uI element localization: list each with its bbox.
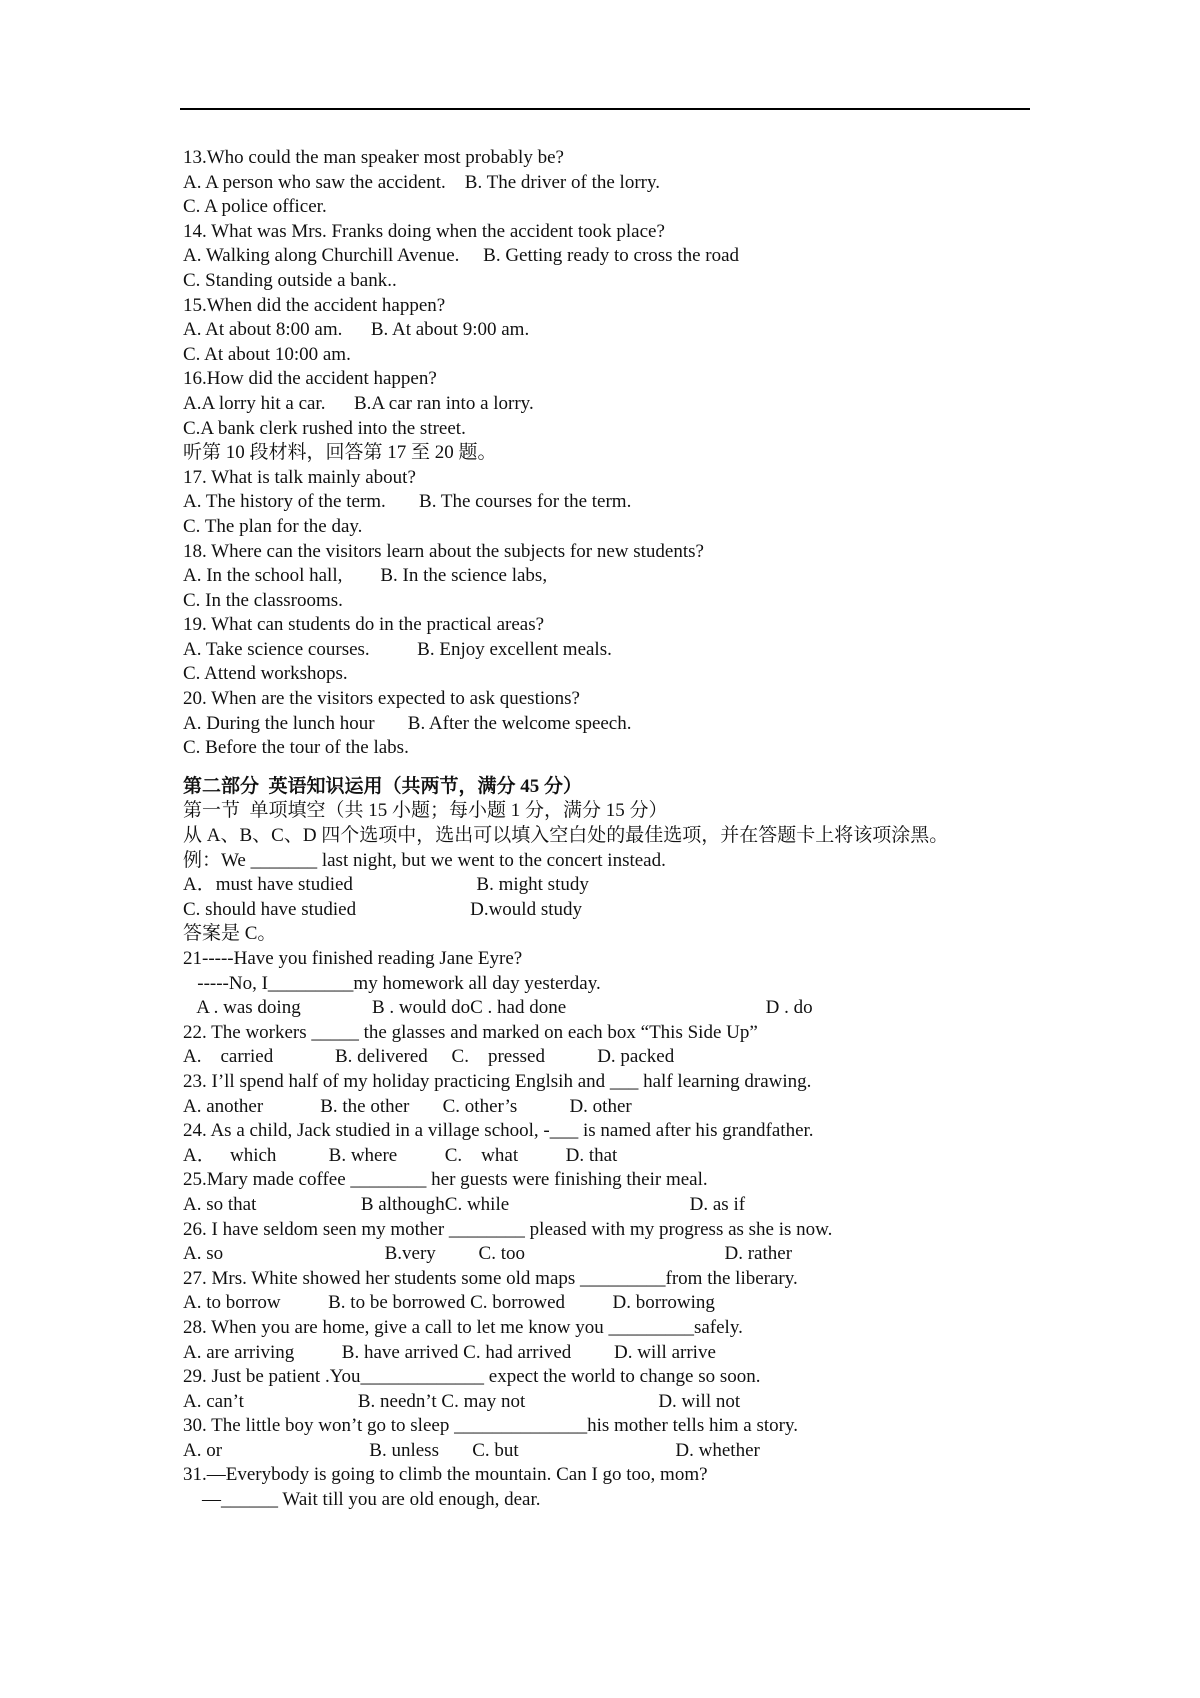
- text-line: A. At about 8:00 am. B. At about 9:00 am.: [183, 319, 530, 341]
- text-line: 16.How did the accident happen?: [183, 368, 437, 390]
- text-line: C. Attend workshops.: [183, 663, 348, 685]
- listening-section: [183, 146, 1043, 761]
- text-line: A．must have studied B. might study: [183, 874, 589, 896]
- text-line: 27. Mrs. White showed her students some old maps _________from the liberary.: [183, 1267, 798, 1289]
- text-line: A . was doing B . would doC . had done D . do: [183, 997, 813, 1019]
- text-line: 例：We _______ last night, but we went to the concert instead.: [183, 849, 666, 871]
- text-line: C. Before the tour of the labs.: [183, 737, 409, 759]
- text-line: A． which B. where C. what D. that: [183, 1144, 618, 1166]
- text-line: 答案是 C。: [183, 923, 277, 945]
- text-line: C. Standing outside a bank..: [183, 269, 397, 291]
- text-line: A. another B. the other C. other’s D. other: [183, 1095, 632, 1117]
- text-line: 23. I’ll spend half of my holiday practicing Englsih and ___ half learning drawing.: [183, 1070, 812, 1092]
- text-line: A. Walking along Churchill Avenue. B. Getting ready to cross the road: [183, 245, 740, 267]
- part2-heading: 第二部分 英语知识运用（共两节，满分 45 分）: [183, 775, 583, 797]
- text-line: A. In the school hall, B. In the science labs,: [183, 565, 548, 587]
- text-line: A. or B. unless C. but D. whether: [183, 1439, 760, 1461]
- text-line: C. should have studied D.would study: [183, 898, 582, 920]
- grammar-section: [183, 799, 1043, 1512]
- text-line: C. The plan for the day.: [183, 515, 363, 537]
- text-line: 19. What can students do in the practical areas?: [183, 614, 545, 636]
- text-line: 17. What is talk mainly about?: [183, 466, 416, 488]
- text-line: 听第 10 段材料，回答第 17 至 20 题。: [183, 442, 497, 464]
- text-line: A. Take science courses. B. Enjoy excellent meals.: [183, 638, 612, 660]
- text-line: C.A bank clerk rushed into the street.: [183, 417, 466, 439]
- text-line: 14. What was Mrs. Franks doing when the accident took place?: [183, 220, 665, 242]
- text-line: 20. When are the visitors expected to ask questions?: [183, 688, 580, 710]
- text-line: 13.Who could the man speaker most probably be?: [183, 147, 564, 168]
- text-line: A. A person who saw the accident. B. The driver of the lorry.: [183, 171, 660, 193]
- text-line: A. are arriving B. have arrived C. had arrived D. will arrive: [183, 1341, 716, 1363]
- text-line: A. The history of the term. B. The courses for the term.: [183, 491, 632, 513]
- section-gap: [183, 761, 1043, 775]
- text-line: 29. Just be patient .You_____________ expect the world to change so soon.: [183, 1366, 761, 1388]
- header-rule: [180, 108, 1030, 110]
- text-line: A. so that B althoughC. while D. as if: [183, 1193, 746, 1215]
- text-line: C. In the classrooms.: [183, 589, 343, 611]
- text-line: A. to borrow B. to be borrowed C. borrowed D. borrowing: [183, 1292, 715, 1314]
- text-line: A. can’t B. needn’t C. may not D. will not: [183, 1390, 741, 1412]
- text-line: 30. The little boy won’t go to sleep ______________his mother tells him a story.: [183, 1415, 798, 1437]
- text-line: 21-----Have you finished reading Jane Eyre?: [183, 948, 523, 969]
- text-line: 28. When you are home, give a call to let me know you _________safely.: [183, 1316, 743, 1338]
- text-line: A. so B.very C. too D. rather: [183, 1243, 793, 1265]
- text-line: 31.—Everybody is going to climb the mountain. Can I go too, mom?: [183, 1464, 708, 1486]
- document-body: [183, 146, 1043, 1513]
- text-line: 25.Mary made coffee ________ her guests were finishing their meal.: [183, 1169, 708, 1191]
- text-line: C. A police officer.: [183, 196, 327, 218]
- text-line: 22. The workers _____ the glasses and marked on each box “This Side Up”: [183, 1021, 758, 1043]
- text-line: 24. As a child, Jack studied in a village school, -___ is named after his grandfather.: [183, 1120, 814, 1142]
- text-line: —______ Wait till you are old enough, dear.: [183, 1489, 541, 1511]
- text-line: 从 A、B、C、D 四个选项中，选出可以填入空白处的最佳选项，并在答题卡上将该项涂黑。: [183, 825, 949, 847]
- text-line: A. carried B. delivered C. pressed D. packed: [183, 1046, 675, 1068]
- text-line: 15.When did the accident happen?: [183, 294, 446, 316]
- text-line: A. During the lunch hour B. After the welcome speech.: [183, 712, 632, 734]
- text-line: 第一节 单项填空（共 15 小题；每小题 1 分，满分 15 分）: [183, 800, 668, 822]
- text-line: C. At about 10:00 am.: [183, 343, 351, 365]
- text-line: 18. Where can the visitors learn about the subjects for new students?: [183, 540, 704, 562]
- text-line: A.A lorry hit a car. B.A car ran into a lorry.: [183, 392, 534, 414]
- text-line: 26. I have seldom seen my mother ________ pleased with my progress as she is now.: [183, 1218, 833, 1240]
- text-line: -----No, I_________my homework all day yesterday.: [183, 972, 601, 994]
